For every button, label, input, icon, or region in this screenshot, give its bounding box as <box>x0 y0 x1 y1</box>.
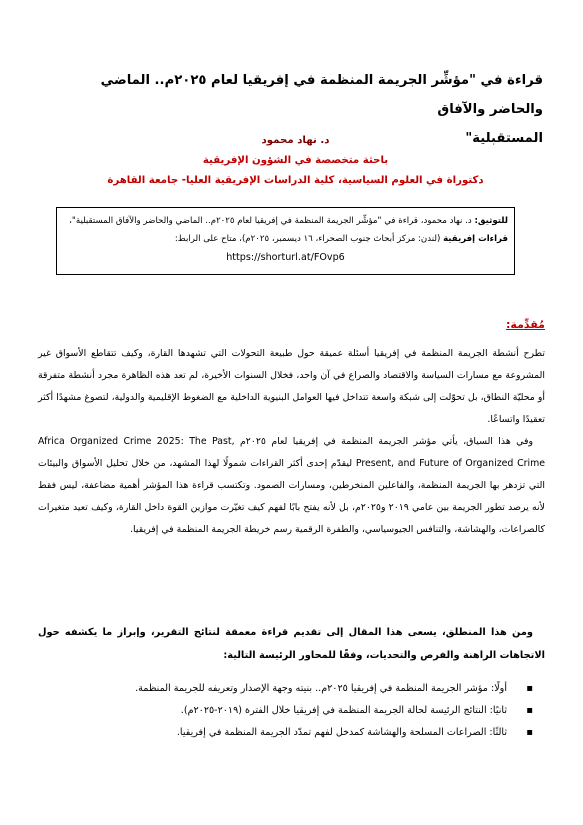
bullet-icon: ▪ <box>526 683 533 694</box>
bullet-icon: ▪ <box>526 727 533 738</box>
citation-box <box>56 207 515 275</box>
paragraph-2: وفي هذا السياق، يأتي مؤشر الجريمة المنظمة في إفريقيا لعام ٢٠٢٥م Africa Organized Crime 2025: The Past, Present, and Future of Organized Crime ليقدّم إحدى أكثر القراءات شمولًا لهذا المشهد، من خلال تحليل الأسواق والبيئات التي تزدهر بها الجريمة المنظمة، والفاعلين المنخرطين، ومسارات الصمود. وتكتسب قراءة هذا المؤشر أهمية مضاعفة، ليس فقط لأنه يرصد تطور الجريمة بين عامي ٢٠١٩ و٢٠٢٥م، بل لأنه يفتح بابًا لفهم كيف تغيّرت موازين القوة داخل القارة، وكيف تعيد متغيرات كالصراعات، والهشاشة، والتنافس الجيوسياسي، والطفرة الرقمية رسم خريطة الجريمة المنظمة في إفريقيا. <box>38 436 545 535</box>
citation-text-2: (لندن: مركز أبحاث جنوب الصحراء، ١٦ ديسمبر، ٢٠٢٥م)، متاح على الرابط: <box>174 234 444 244</box>
author-block <box>48 131 543 191</box>
list-item <box>48 722 545 744</box>
list-item <box>48 700 545 722</box>
citation-journal: قراءات إفريقية <box>443 234 508 244</box>
citation-text-1: د. نهاد محمود، قراءة في "مؤشِّر الجريمة المنظمة في إفريقيا لعام ٢٠٢٥م.. الماضي والحاضر والآفاق المستقبلية"، <box>69 216 475 226</box>
axes-list <box>48 678 545 744</box>
title-line-2: المستقبلية" <box>465 131 543 146</box>
author-affiliation: دكتوراة في العلوم السياسية، كلية الدراسات الإفريقية العليا- جامعة القاهرة <box>107 175 484 186</box>
list-item <box>48 678 545 700</box>
citation-label: للتوثيق: <box>474 216 508 226</box>
author-name: د. نهاد محمود <box>261 135 330 146</box>
list-item-text: أولًا: مؤشر الجريمة المنظمة في إفريقيا ٢٠٢٥م.. بنيته وجهة الإصدار وتعريفه للجريمة المنظمة. <box>135 683 507 694</box>
citation-link[interactable]: https://shorturl.at/FOvp6 <box>226 252 345 263</box>
intro-body <box>38 343 545 541</box>
list-item-text: ثانيًا: النتائج الرئيسة لحالة الجريمة المنظمة في إفريقيا خلال الفترة (٢٠١٩-٢٠٢٥م). <box>180 705 507 716</box>
intro-heading: مُقدِّمة: <box>506 318 545 331</box>
list-item-text: ثالثًا: الصراعات المسلحة والهشاشة كمدخل لفهم تمدّد الجريمة المنظمة في إفريقيا. <box>176 727 507 738</box>
paragraph-1: تطرح أنشطة الجريمة المنظمة في إفريقيا أسئلة عميقة حول طبيعة التحولات التي تشهدها القارة، وكيف تتقاطع الأسواق غير المشروعة مع مسارات السياسة والاقتصاد والصراع في آن واحد، فخلال السنوات الأخيرة، لم تعد هذه الظاهرة مجرد أنشطة متفرقة أو محليّة النطاق، بل تحوّلت إلى شبكة واسعة تتداخل فيها العوامل البنيوية الداخلية مع الضغوط الإقليمية والدولية، لتصوغ مشهدًا أكثر تعقيدًا واتساعًا. <box>38 348 545 425</box>
lead-paragraph: ومن هذا المنطلق، يسعى هذا المقال إلى تقديم قراءة معمقة لنتائج التقرير، وإبراز ما يكشفه حول الاتجاهات الراهنة والفرص والتحديات، وفقًا للمحاور الرئيسة التالية: <box>38 627 545 661</box>
author-role: باحثة متخصصة في الشؤون الإفريقية <box>202 155 389 166</box>
title-line-1: قراءة في "مؤشِّر الجريمة المنظمة في إفريقيا لعام ٢٠٢٥م.. الماضي والحاضر والآفاق <box>100 73 543 117</box>
bullet-icon: ▪ <box>526 705 533 716</box>
